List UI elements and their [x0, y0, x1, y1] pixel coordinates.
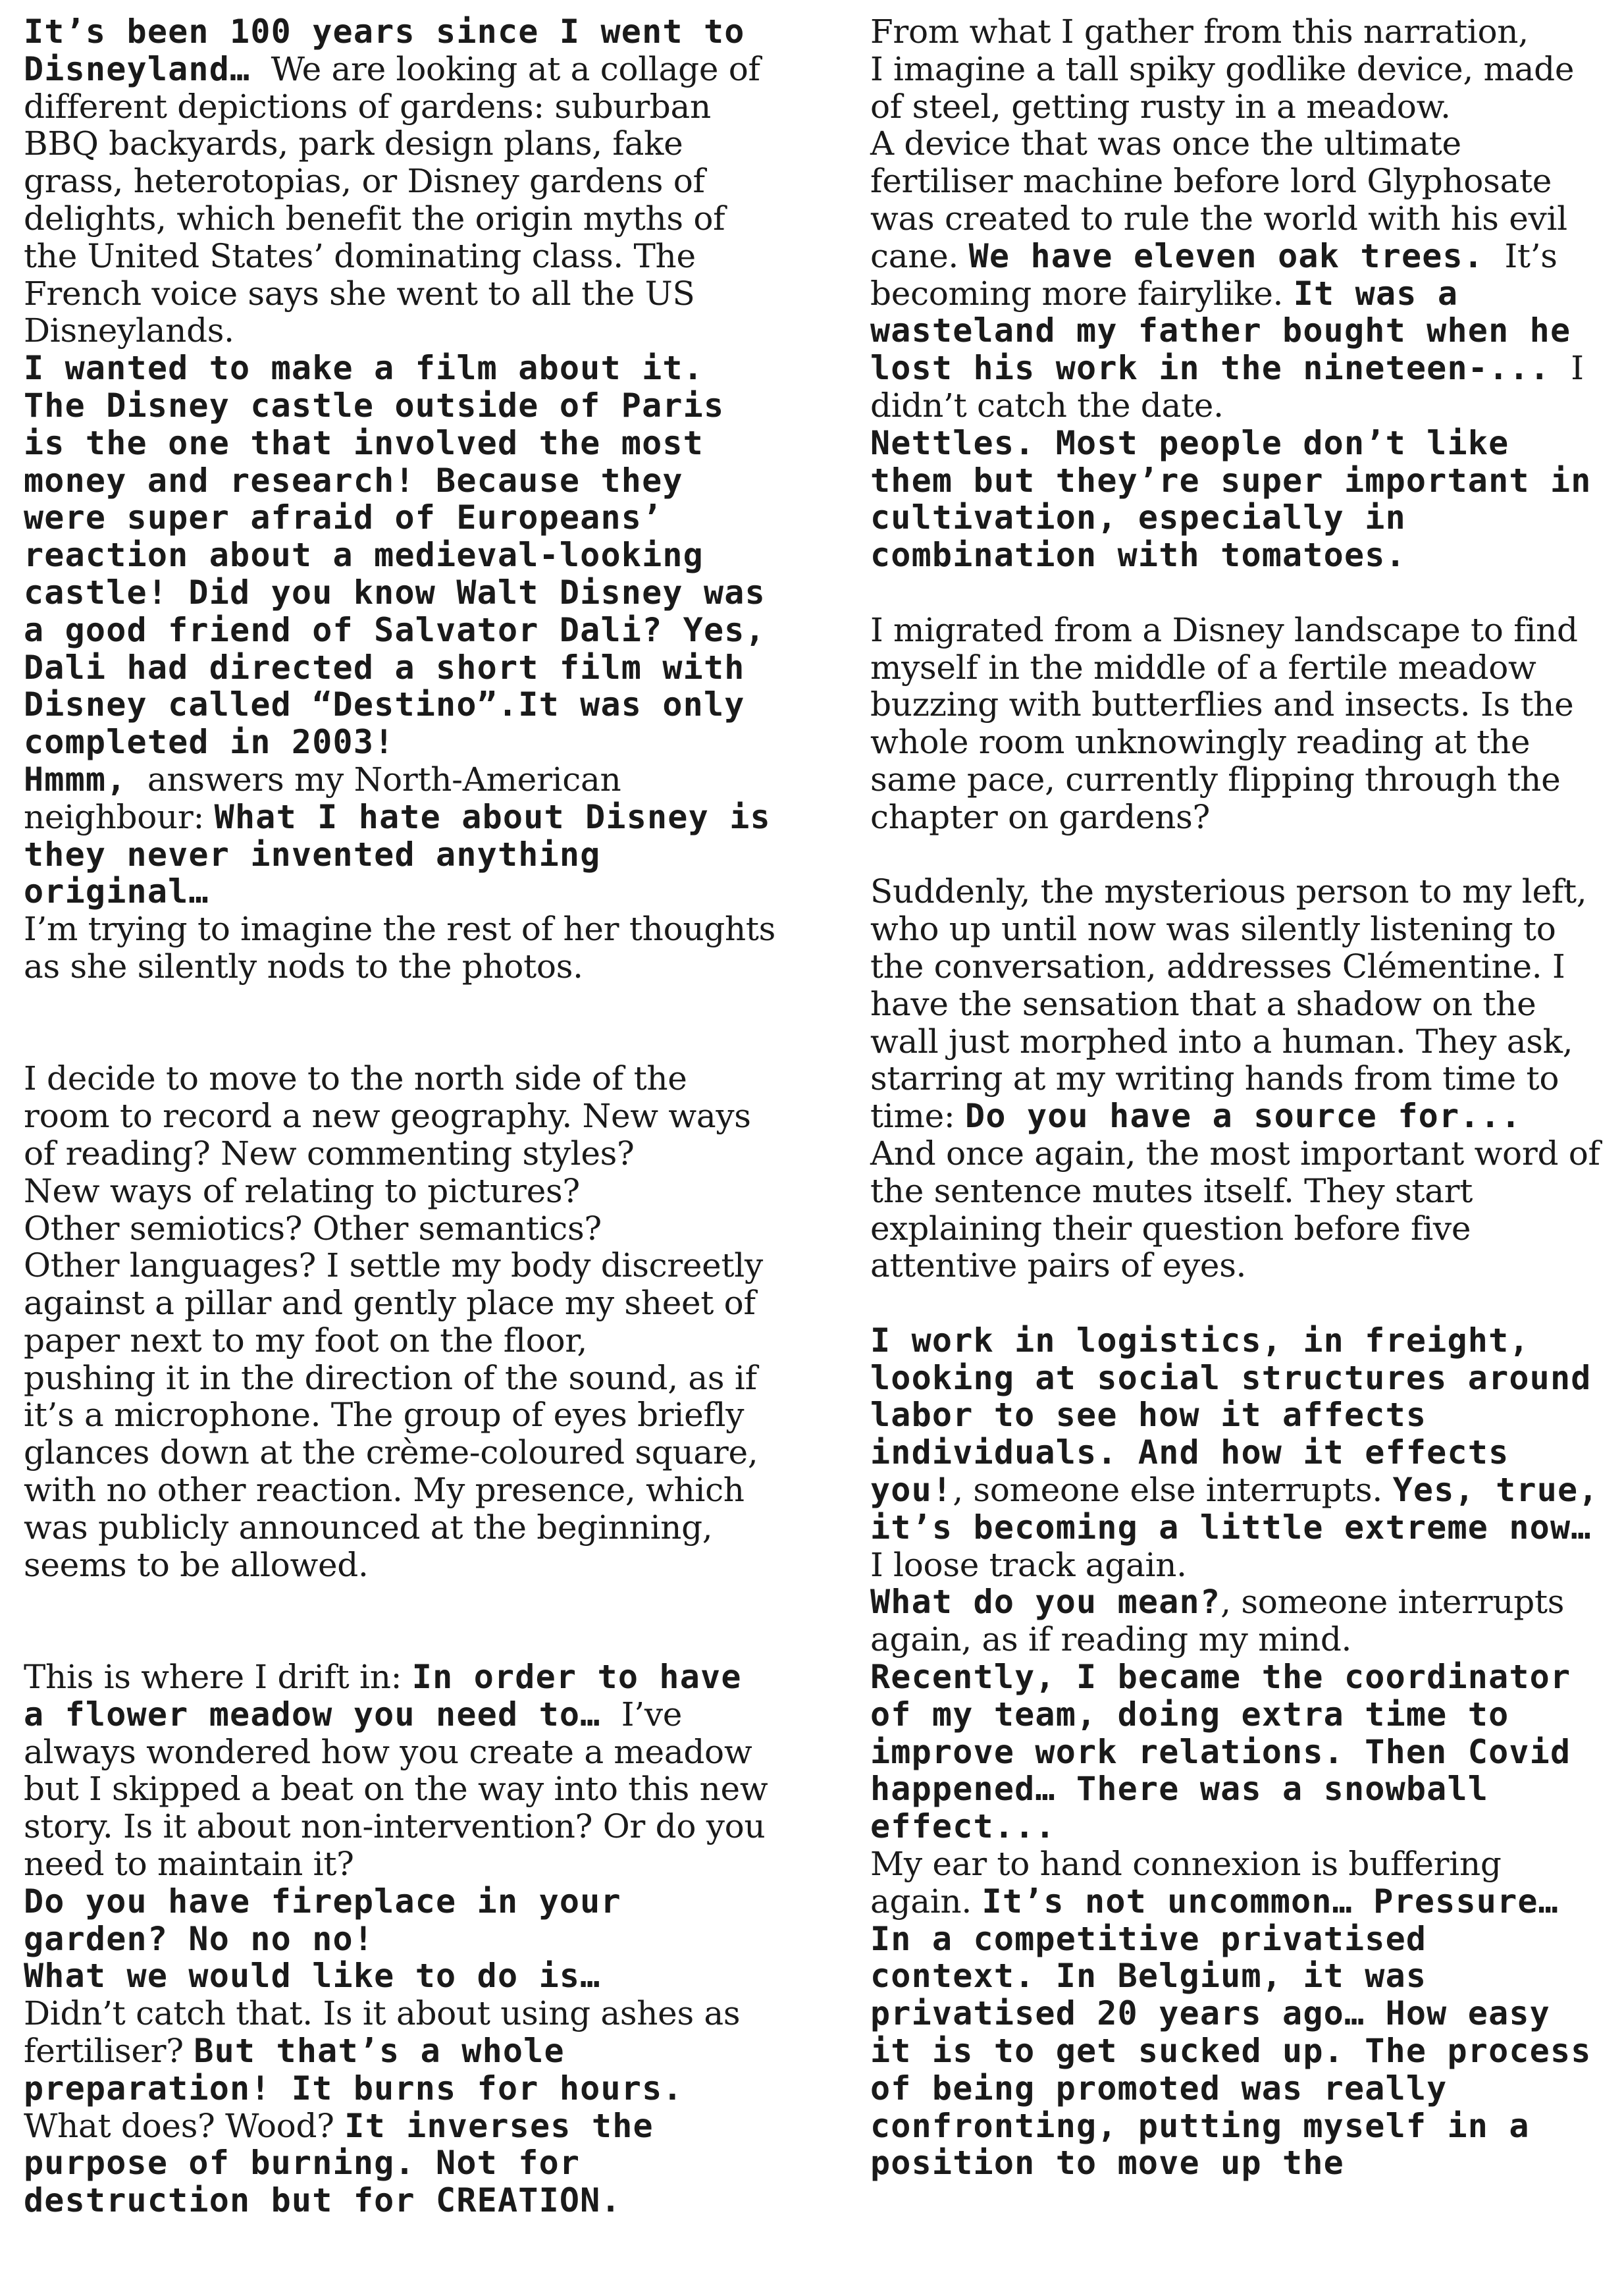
narration-text: I didn’t catch the date.	[870, 349, 1584, 425]
quoted-speech: Yes, true, it’s becoming a little extreme now…	[870, 1471, 1599, 1547]
narration-text: , someone else interrupts.	[953, 1471, 1393, 1510]
quoted-speech: In order to have a flower meadow you need to…	[24, 1658, 742, 1734]
narration-text: New ways of relating to pictures?	[24, 1171, 580, 1210]
narration-text: From what I gather from this narration,	[870, 13, 1529, 51]
narration-text: I’m trying to imagine the rest of her thoughts as she silently nods to the photos.	[24, 910, 776, 986]
paragraph-godlike-device	[870, 13, 1611, 574]
quoted-speech: It was a wasteland my father bought when he lost his work in the nineteen-...	[870, 274, 1571, 388]
narration-text: Suddenly, the mysterious person to my left, who up until now was silently listening to the conversation, addresses Clémentine. I have the sensation that a shadow on the wall just morphed into a human. They ask, starring at my writing hands from time to time:	[870, 872, 1587, 1136]
paragraph-gap	[24, 986, 781, 1061]
narration-text: I migrated from a Disney landscape to find myself in the middle of a fertile meadow buzzing with butterflies and insects. Is the whole room unknowingly reading at the same pace, currently flipping through the chapter on gardens?	[870, 610, 1578, 836]
quoted-speech: I work in logistics, in freight, looking at social structures around labor to see how it affects individuals. And how it effects you!	[870, 1321, 1592, 1510]
paragraph-mysterious-person	[870, 873, 1611, 1285]
narration-text: Other languages? I settle my body discreetly against a pillar and gently place my sheet of paper next to my foot on the floor,	[24, 1246, 763, 1360]
paragraph-gap	[870, 1285, 1611, 1322]
narration-text: I’ve always wondered how you create a meadow but I skipped a beat on the way into this new story. Is it about non-intervention? Or do you need to maintain it?	[24, 1695, 768, 1884]
right-column	[870, 13, 1611, 2182]
narration-text: We are looking at a collage of different depictions of gardens: suburban BBQ backyards, park design plans, fake grass, heterotopias, or Disney gardens of delights, which benefit the origin myths of the United States’ dominating class. The French voice says she went to all the US Disneylands.	[24, 49, 760, 350]
narration-text: Didn’t catch that. Is it about using ashes as fertiliser?	[24, 1994, 741, 2071]
quoted-speech: Recently, I became the coordinator of my team, doing extra time to improve work relations. Then Covid happened… There was a snowball effect...	[870, 1658, 1571, 1846]
narration-text: And once again, the most important word of the sentence mutes itself. They start explaining their question before five attentive pairs of eyes.	[870, 1134, 1600, 1285]
narration-text: Other semiotics? Other semantics?	[24, 1209, 602, 1248]
paragraph-logistics	[870, 1322, 1611, 2182]
narration-text: I imagine a tall spiky godlike device, made of steel, getting rusty in a meadow.	[870, 49, 1575, 126]
paragraph-gap	[870, 836, 1611, 874]
quoted-speech: Hmmm,	[24, 760, 147, 799]
narration-text: answers my North-American neighbour:	[24, 760, 621, 836]
narration-text: This is where I drift in:	[24, 1658, 412, 1697]
narration-text: What does? Wood?	[24, 2106, 345, 2145]
quoted-speech: Do you have a source for...	[965, 1097, 1522, 1136]
narration-text: I loose track again.	[870, 1545, 1187, 1584]
quoted-speech: It’s not uncommon… Pressure… In a competitive privatised context. In Belgium, it was privatised 20 years ago… How easy it is to get sucked up. The process of being promoted was really confronting, putting myself in a position to move up the	[870, 1882, 1592, 2183]
quoted-speech: Do you have fireplace in your garden? No no no!	[24, 1882, 621, 1958]
narration-text: , someone interrupts again, as if reading my mind.	[870, 1583, 1565, 1659]
quoted-speech: We have eleven oak trees.	[968, 236, 1505, 275]
quoted-speech: I wanted to make a film about it. The Disney castle outside of Paris is the one that involved the most money and research! Because they were super afraid of Europeans’ reaction about a medieval-looking castle! Did you know Walt Disney was a good friend of Salvator Dali? Yes, Dali had directed a short film with Disney called “Destino”.It was only completed in 2003!	[24, 349, 766, 762]
narration-text: My ear to hand connexion is buffering again.	[870, 1845, 1502, 1921]
paragraph-north-side	[24, 1060, 781, 1583]
narration-text: I decide to move to the north side of the room to record a new geography. New ways of reading? New commenting styles?	[24, 1059, 751, 1173]
paragraph-disneyland-collage	[24, 13, 781, 986]
quoted-speech: What do you mean?	[870, 1583, 1221, 1622]
quoted-speech: It’s been 100 years since I went to Disneyland…	[24, 13, 745, 88]
paragraph-flower-meadow	[24, 1658, 781, 2219]
narration-text: It’s becoming more fairylike.	[870, 236, 1558, 313]
paragraph-disney-landscape	[870, 612, 1611, 836]
quoted-speech: But that’s a whole preparation! It burns for hours.	[24, 2032, 683, 2108]
narration-text: A device that was once the ultimate fertiliser machine before lord Glyphosate was created to rule the world with his evil cane.	[870, 124, 1567, 275]
narration-text: pushing it in the direction of the sound, as if it’s a microphone. The group of eyes briefly glances down at the crème-coloured square, with no other reaction. My presence, which was publicly announced at the beginning, seems to be allowed.	[24, 1358, 758, 1584]
quoted-speech: What we would like to do is…	[24, 1957, 601, 1996]
quoted-speech: What I hate about Disney is they never invented anything original…	[24, 797, 771, 911]
left-column	[24, 13, 781, 2219]
quoted-speech: It inverses the purpose of burning. Not for destruction but for CREATION.	[24, 2106, 654, 2220]
quoted-speech: Nettles. Most people don’t like them but they’re super important in cultivation, especially in combination with tomatoes.	[870, 423, 1592, 575]
paragraph-gap	[24, 1583, 781, 1658]
paragraph-gap	[870, 574, 1611, 612]
